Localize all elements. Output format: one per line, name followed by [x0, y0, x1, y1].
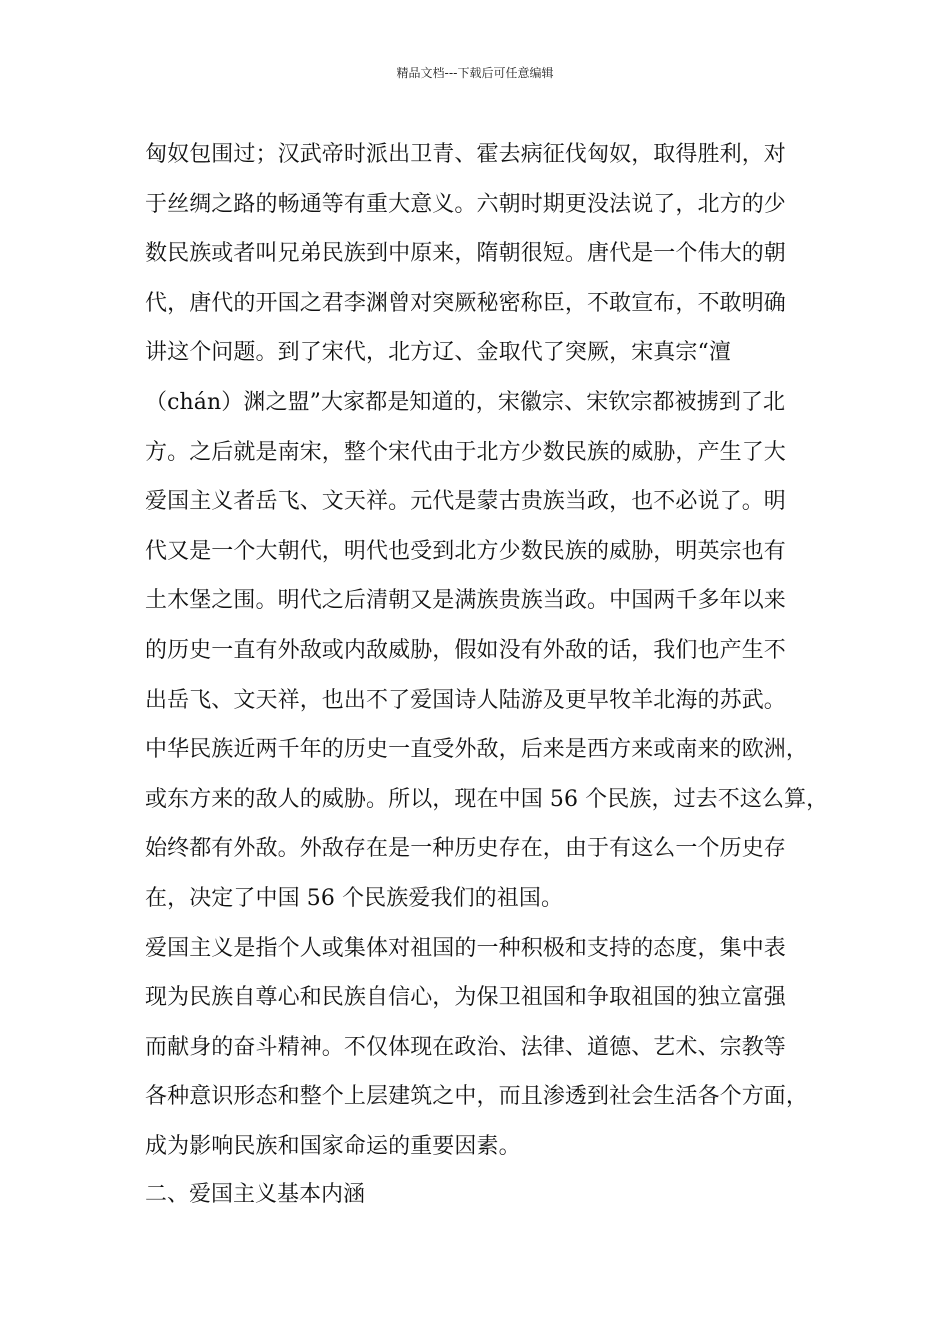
paragraph-3 — [145, 924, 825, 1172]
text-line: 现为民族自尊心和民族自信心，为保卫祖国和争取祖国的独立富强 — [145, 985, 786, 1011]
body-text — [145, 130, 829, 1171]
text-line: （chán）渊之盟”大家都是知道的，宋徽宗、宋钦宗都被掳到了北 — [145, 389, 786, 415]
text-line: 代又是一个大朝代，明代也受到北方少数民族的威胁，明英宗也有 — [145, 538, 786, 564]
text-line: 在，决定了中国 56 个民族爱我们的祖国。 — [145, 885, 564, 911]
page-header: 精品文档---下载后可任意编辑 — [396, 66, 554, 80]
text-line: 各种意识形态和整个上层建筑之中，而且渗透到社会生活各个方面， — [145, 1084, 809, 1110]
paragraph-2 — [145, 725, 829, 923]
text-line: 于丝绸之路的畅通等有重大意义。六朝时期更没法说了，北方的少 — [145, 191, 786, 217]
text-line: 始终都有外敌。外敌存在是一种历史存在，由于有这么一个历史存 — [145, 836, 786, 862]
text-line: 爱国主义者岳飞、文天祥。元代是蒙古贵族当政，也不必说了。明 — [145, 489, 786, 515]
text-line: 数民族或者叫兄弟民族到中原来，隋朝很短。唐代是一个伟大的朝 — [145, 241, 786, 267]
text-line: 而献身的奋斗精神。不仅体现在政治、法律、道德、艺术、宗教等 — [145, 1034, 786, 1060]
text-line: 讲这个问题。到了宋代，北方辽、金取代了突厥，宋真宗“澶 — [145, 340, 731, 366]
text-line: 中华民族近两千年的历史一直受外敌，后来是西方来或南来的欧洲， — [145, 737, 809, 763]
text-line: 或东方来的敌人的威胁。所以，现在中国 56 个民族，过去不这么算， — [145, 786, 829, 812]
paragraph-1 — [145, 130, 825, 725]
text-line: 成为影响民族和国家命运的重要因素。 — [145, 1133, 521, 1159]
text-line: 方。之后就是南宋，整个宋代由于北方少数民族的威胁，产生了大 — [145, 439, 786, 465]
text-line: 出岳飞、文天祥，也出不了爱国诗人陆游及更早牧羊北海的苏武。 — [145, 687, 786, 713]
text-line: 土木堡之围。明代之后清朝又是满族贵族当政。中国两千多年以来 — [145, 588, 786, 614]
text-line: 的历史一直有外敌或内敌威胁，假如没有外敌的话，我们也产生不 — [145, 637, 786, 663]
text-line: 代，唐代的开国之君李渊曾对突厥秘密称臣，不敢宣布，不敢明确 — [145, 290, 786, 316]
section-heading: 二、爱国主义基本内涵 — [145, 1182, 366, 1207]
text-line: 爱国主义是指个人或集体对祖国的一种积极和支持的态度，集中表 — [145, 935, 786, 961]
text-line: 匈奴包围过；汉武帝时派出卫青、霍去病征伐匈奴，取得胜利，对 — [145, 142, 786, 167]
